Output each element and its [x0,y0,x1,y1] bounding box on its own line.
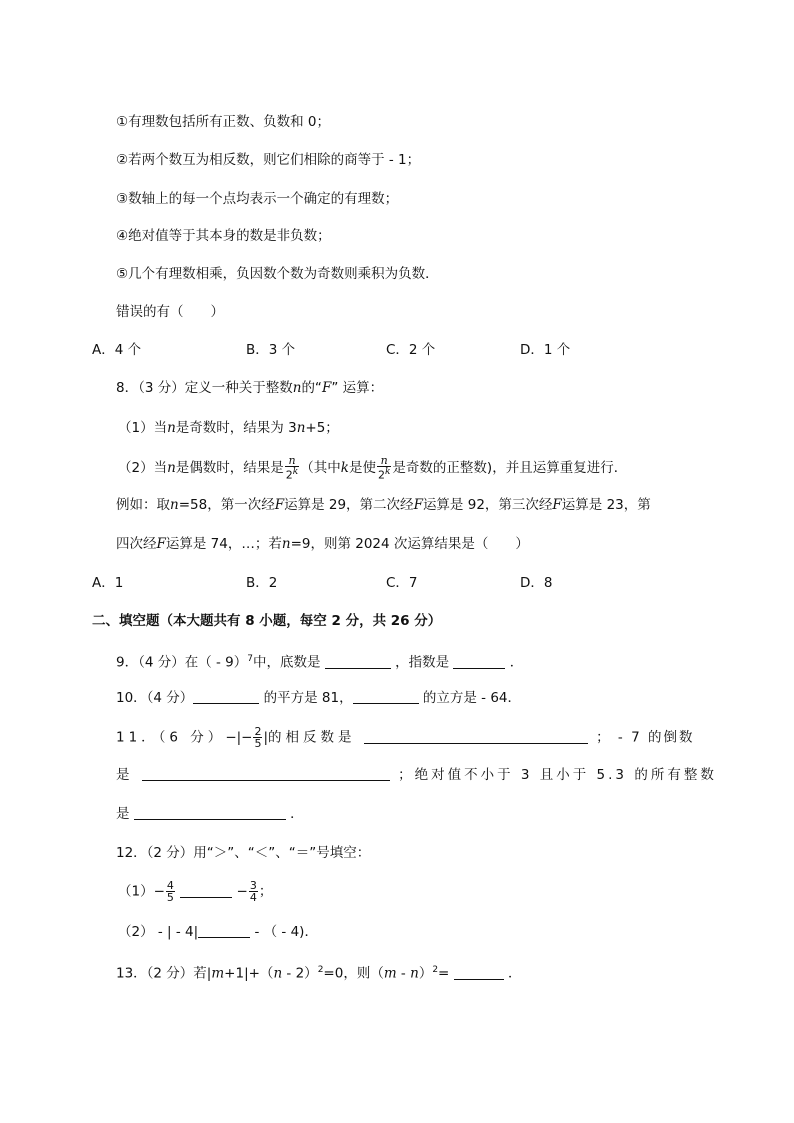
q8-option-a: A．1 [92,575,124,591]
q8-option-d: D．8 [520,575,553,591]
q7-option-a: A．4 个 [92,342,142,358]
statement-3: ③数轴上的每一个点均表示一个确定的有理数； [116,191,399,207]
q11-opposite-blank[interactable] [364,729,588,744]
q9: 9．（4 分）在（ - 9）$^7$中，底数是 ，指数是 ． [116,654,524,671]
q12-part-1-blank[interactable] [180,883,232,898]
q11-line-3: 是 ． [116,806,304,822]
q8-case-1: （1）当n是奇数时，结果为 3n+5； [118,420,339,436]
q8-option-b: B．2 [246,575,278,591]
section-2-title: 二、填空题（本大题共有 8 小题，每空 2 分，共 26 分） [92,613,442,629]
q10: 10．（4 分） 的平方是 81， 的立方是 - 64． [116,690,522,706]
fraction-4-over-5: $\frac{4}{5}$ [166,879,174,904]
q7-option-c: C．2 个 [386,342,436,358]
q12-part-2: （2） - | - 4| - （ - 4)． [118,924,318,940]
fraction-n-over-2k: $\frac{n}{2^k}$ [285,454,299,482]
q11-line-1: 11．（6 分）−|− $\frac{2}{5}$ |的相反数是 ； - 7 的倒数 [116,725,695,750]
q7-option-b: B．3 个 [246,342,296,358]
q7-prompt: 错误的有（ ） [116,304,224,320]
q12-part-1: （1）− $\frac{4}{5}$ − $\frac{3}{4}$ ； [118,879,273,904]
q10-cube-blank[interactable] [353,689,419,704]
q11-line-2: 是 ；绝对值不小于 3 且小于 5.3 的所有整数 [116,767,717,783]
q8-example-line-1: 例如：取n=58，第一次经F运算是 29，第二次经F运算是 92，第三次经F运算是 23，第 [116,497,651,513]
q13: 13．（2 分）若|m+1|+（n - 2）$^2$=0，则（m - n）$^2$= ． [116,965,522,982]
q8-heading: 8．（3 分）定义一种关于整数n的“F” 运算： [116,380,384,396]
q12-heading: 12．（2 分）用“＞”、“＜”、“＝”号填空： [116,845,371,861]
statement-1: ①有理数包括所有正数、负数和 0； [116,114,330,130]
fraction-2-over-5: $\frac{2}{5}$ [254,725,262,750]
fraction-3-over-4: $\frac{3}{4}$ [249,879,257,904]
q10-square-blank[interactable] [193,689,259,704]
q13-answer-blank[interactable] [454,965,504,980]
q8-example-line-2: 四次经F运算是 74，…；若n=9，则第 2024 次运算结果是（ ） [116,536,529,552]
q12-part-2-blank[interactable] [198,923,250,938]
statement-4: ④绝对值等于其本身的数是非负数； [116,228,331,244]
q11-reciprocal-blank[interactable] [142,766,390,781]
statement-2: ②若两个数互为相反数，则它们相除的商等于 - 1； [116,152,421,168]
q8-option-c: C．7 [386,575,418,591]
statement-5: ⑤几个有理数相乘，负因数个数为奇数则乘积为负数． [116,266,439,282]
q9-base-blank[interactable] [325,654,391,669]
q7-option-d: D．1 个 [520,342,571,358]
q11-integers-blank[interactable] [134,805,286,820]
q8-case-2: （2）当n是偶数时，结果是 $\frac{n}{2^k}$ （其中k是使 $\frac{n}{2^k}$ 是奇数的正整数)，并且运算重复进行． [118,454,628,482]
fraction-n-over-2k-2: $\frac{n}{2^k}$ [377,454,391,482]
q9-exponent-blank[interactable] [453,654,505,669]
